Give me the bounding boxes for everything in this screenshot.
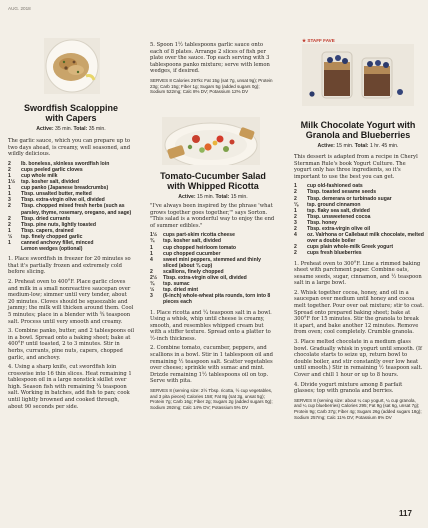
ingredient-text: cups plain whole-milk Greek yogurt: [307, 244, 394, 251]
ingredient-text: lb. boneless, skinless swordfish loin: [21, 160, 110, 167]
ingredient-quantity: ⅛: [294, 201, 299, 208]
recipe-3-nutrition: SERVES 8 (serving size: about ¼ cup yogurt, ¼ cup granola, and ¼ cup blueberries) Calories 295; Fat 9g (sat 6g, unsat 7g); Protein 9g; Carb 37g; Fiber 4g; Sugars 26g (added sugars 18g); Sodium 257mg; Calc 11% DV; Potassium 8% DV: [294, 397, 422, 420]
ingredient-quantity: 2: [8, 221, 11, 228]
ingredient-text: tsp. kosher salt, divided: [163, 238, 222, 245]
ingredient-quantity: ½: [150, 287, 155, 294]
recipe-3-steps: [294, 261, 424, 395]
recipe-2-title: Tomato-Cucumber Salad with Whipped Ricotta: [160, 171, 266, 191]
ingredient-text: tsp. sumac: [163, 281, 190, 288]
recipe-1-times: Active: 35 min. Total: 35 min.: [36, 126, 106, 132]
star-icon: ★: [302, 38, 307, 43]
ingredient-quantity: 1½: [8, 179, 16, 186]
ingredient-text: Tbsp. extra-virgin olive oil, divided: [163, 275, 247, 282]
recipe-1-nutrition: SERVES 8 Calories 297kc Fat 15g (sat 7g, unsat 9g); Protein 23g; Carb 15g; Fiber 1g; Sugars 5g (added sugars 0g); Sodium 522mg; Calc 8% DV; Potassium 12% DV: [150, 77, 273, 95]
ingredient-quantity: 2½: [150, 275, 158, 282]
ingredient-quantity: ¾: [150, 281, 155, 288]
ingredient-text: cups part-skim ricotta cheese: [163, 232, 235, 239]
ingredient-text: tsp. finely chopped garlic: [21, 233, 83, 240]
ingredient-quantity: 2: [294, 195, 297, 202]
recipe-step: 1. Place swordfish in freezer for 20 minutes so that it's partially frozen and extremely cold before slicing.: [8, 256, 131, 276]
ingredient-quantity: 1: [8, 191, 11, 198]
ingredient-text: oz. Valrhona or Callebaut milk chocolate, melted over a double boiler: [307, 232, 424, 245]
staff-fave-badge: ★ STAFF FAVE: [302, 38, 335, 43]
ingredient-text: Tbsp. extra-virgin olive oil, divided: [21, 197, 105, 204]
ingredient-quantity: 4: [294, 232, 297, 239]
ingredient-text: cup chopped cucumber: [163, 250, 221, 257]
ingredient-quantity: 2: [294, 226, 297, 233]
ingredient-text: cup old-fashioned oats: [307, 183, 363, 190]
recipe-2-intro: "I've always been inspired by the phrase 'what grows together goes together,'" says Sorton. "This salad is a wonderful way to enjoy the end of summer edibles.": [150, 203, 275, 229]
ingredient-text: scallions, finely chopped: [163, 268, 224, 275]
ingredient-text: cup chopped heirloom tomato: [163, 244, 237, 251]
ingredient-text: canned anchovy fillet, minced: [21, 240, 94, 246]
recipe-3-intro: This dessert is adapted from a recipe in Cheryl Sternman Rule's book Yogurt Culture. The yogurt only has three ingredients, so it's important to use the best you can get.: [294, 154, 418, 180]
ingredient-quantity: 1½: [150, 232, 158, 239]
recipe-1-body: [8, 138, 134, 413]
recipe-3-ingredients: [294, 183, 424, 256]
ingredient-quantity: 1: [8, 227, 11, 234]
ingredient-quantity: 3: [150, 293, 153, 300]
recipe-2-steps: [150, 310, 276, 386]
ingredient-quantity: 1: [8, 240, 11, 246]
ingredient-text: Tbsp. chopped mixed fresh herbs (such as parsley, thyme, rosemary, oregano, and sage): [21, 203, 132, 216]
recipe-3-title: Milk Chocolate Yogurt with Granola and Blueberries: [300, 120, 416, 140]
ingredient-quantity: ¾: [150, 238, 155, 245]
recipe-3-times: Active: 15 min. Total: 1 hr. 45 min.: [317, 143, 399, 149]
ingredient-text: Tbsp. toasted sesame seeds: [307, 189, 377, 196]
recipe-step: 2. Whisk together cocoa, honey, and oil in a saucepan over medium until honey and cocoa melt together. Pour over oat mixture; stir to coat. Spread onto prepared baking sheet; bake at 300°F for 15 minutes. Stir the granola to break it apart, and bake another 12 minutes. Remove from oven; cool completely. Crumble granola.: [294, 289, 424, 336]
ingredient-text: sweet mini peppers, stemmed and thinly sliced (about ¾ cup): [163, 256, 261, 269]
ingredient-text: Tbsp. dried currants: [21, 215, 71, 222]
ingredient-text: Tbsp. unsweetened cocoa: [307, 213, 371, 220]
recipe-step: 3. Place melted chocolate in a medium glass bowl. Gradually whisk in yogurt until smooth. (If chocolate starts to seize up, return bowl to double boiler, and stir constantly over low heat until smooth.) Stir in remaining ½ teaspoon salt. Cover and chill 1 hour or up to 8 hours.: [294, 339, 423, 378]
ingredient-quantity: 2: [8, 215, 11, 222]
ingredient-quantity: 1: [8, 185, 11, 192]
issue-date: AUG. 2018: [8, 6, 31, 11]
ingredient-item: [294, 232, 424, 244]
ingredient-text: (6-inch) whole-wheat pita rounds, torn into 8 pieces each: [163, 293, 271, 306]
recipe-step: 1. Place ricotta and ¼ teaspoon salt in a bowl. Using a whisk, whip until cheese is creamy, smooth, and resembles whipped cream but with a stiffer texture. Spread onto a platter to ½-inch thickness.: [150, 309, 272, 342]
ingredient-quantity: 3: [8, 197, 11, 204]
recipe-1-step-5: 5. Spoon 1½ tablespoons garlic sauce onto each of 8 plates. Arrange 2 slices of fish per plate over the sauce. Top each serving with 3 tablespoons panko mixture; serve with lemon wedges, if desired.: [150, 42, 270, 75]
recipe-step: 4. Divide yogurt mixture among 8 parfait glasses; top with granola and berries.: [294, 381, 403, 395]
recipe-2-times: Active: 15 min. Total: 15 min.: [178, 194, 248, 200]
tomato-salad-photo: [162, 117, 260, 165]
recipe-1-steps: [8, 256, 134, 410]
ingredient-text: cup whole milk: [21, 172, 58, 179]
ingredient-quantity: 2: [294, 244, 297, 251]
ingredient-quantity: 1: [150, 250, 153, 257]
recipe-2-ingredients: [150, 232, 276, 305]
recipe-2-body: [150, 203, 276, 410]
recipe-step: 2. Preheat oven to 400°F. Place garlic cloves and milk in a small nonreactive saucepan over medium-low; simmer until very tender, about 20 minutes. Cloves should be squeezable and jammy; the milk will thicken around them. Cool 5 minutes; place in a blender with ¾ teaspoon salt. Process until very smooth and creamy.: [8, 278, 134, 325]
ingredient-text: tsp. kosher salt, divided: [21, 179, 80, 186]
ingredient-text: cup panko (Japanese breadcrumbs): [21, 185, 109, 192]
ingredient-text: Tbsp. unsalted butter, melted: [21, 191, 92, 198]
ingredient-quantity: 2: [150, 268, 153, 275]
recipe-1-intro: The garlic sauce, which you can prepare up to two days ahead, is creamy, well seasoned, and wildly delicious.: [8, 138, 131, 158]
ingredient-item: [150, 293, 276, 305]
ingredient-quantity: 2: [8, 166, 11, 173]
ingredient-quantity: 2: [8, 203, 11, 210]
ingredient-quantity: 2: [294, 250, 297, 257]
page-number: 117: [399, 509, 412, 518]
ingredient-text: tsp. dried mint: [163, 287, 199, 294]
ingredient-text: tsp. flaky sea salt, divided: [307, 207, 370, 214]
ingredient-quantity: 2: [8, 160, 11, 167]
ingredient-item: [150, 257, 276, 269]
ingredient-quantity: ½: [8, 233, 13, 240]
recipe-1-continued: [150, 42, 276, 95]
recipe-step: 3. Combine panko, butter, and 2 tablespoons oil in a bowl. Spread onto a baking sheet; bake at 400°F until toasted, 2 to 3 minutes. Stir in herbs, currants, pine nuts, capers, chopped garlic, and anchovy.: [8, 328, 134, 361]
recipe-step: 2. Combine tomato, cucumber, peppers, and scallions in a bowl. Stir in 1 tablespoon oil and remaining ½ teaspoon salt. Scatter vegetables over cheese; sprinkle with sumac and mint. Drizzle remaining 1½ tablespoons oil on top. Serve with pita.: [150, 345, 273, 385]
ingredient-quantity: [8, 246, 21, 252]
ingredient-text: Lemon wedges (optional): [21, 246, 83, 253]
ingredient-text: Tbsp. extra-virgin olive oil: [307, 226, 371, 233]
ingredient-quantity: 3: [294, 219, 297, 226]
ingredient-text: tsp. ground cinnamon: [307, 201, 361, 208]
swordfish-photo: [44, 38, 100, 94]
recipe-2-nutrition: SERVES 8 (serving size: 2½ Tbsp. ricotta, ½ cup vegetables, and 3 pita pieces) Calories 158; Fat 8g (sat 3g, unsat 5g); Protein 7g; Carb 16g; Fiber 2g; Sugars 2g (added sugars 0g); Sodium 292mg; Calc 14% DV; Potassium 5% DV: [150, 388, 273, 410]
ingredient-quantity: 1: [8, 172, 11, 179]
recipe-step: 4. Using a sharp knife, cut swordfish loin crosswise into 16 thin slices. Heat remaining 1 tablespoon oil in a large nonstick skillet over high. Season fish with remaining ¾ teaspoon salt. Working in batches, add fish to pan; cook until lightly browned and cooked through, about 90 seconds per side.: [8, 364, 132, 410]
ingredient-text: cups peeled garlic cloves: [21, 166, 83, 173]
ingredient-quantity: 2: [294, 213, 297, 220]
ingredient-text: Tbsp. pine nuts, lightly toasted: [21, 221, 96, 228]
ingredient-text: Tbsp. demerara or turbinado sugar: [307, 195, 392, 202]
ingredient-quantity: 2: [294, 189, 297, 196]
ingredient-quantity: 1: [294, 207, 297, 214]
ingredient-text: cups fresh blueberries: [307, 250, 362, 257]
ingredient-quantity: 1: [294, 183, 297, 190]
ingredient-quantity: 1: [150, 244, 153, 251]
ingredient-item: [8, 203, 134, 215]
ingredient-text: Tbsp. honey: [307, 219, 337, 226]
recipe-1-ingredients: [8, 161, 134, 252]
ingredient-item: [8, 246, 134, 252]
ingredient-quantity: 4: [150, 256, 153, 263]
recipe-step: 1. Preheat oven to 300°F. Line a rimmed baking sheet with parchment paper. Combine oats, sesame seeds, sugar, cinnamon, and ½ teaspoon salt in a large bowl.: [294, 260, 422, 287]
ingredient-item: [294, 250, 424, 256]
recipe-1-title: Swordfish Scaloppine with Capers: [23, 103, 118, 123]
recipe-3-body: [294, 154, 424, 420]
ingredient-text: Tbsp. capers, drained: [21, 227, 74, 234]
yogurt-parfait-photo: [302, 44, 414, 106]
